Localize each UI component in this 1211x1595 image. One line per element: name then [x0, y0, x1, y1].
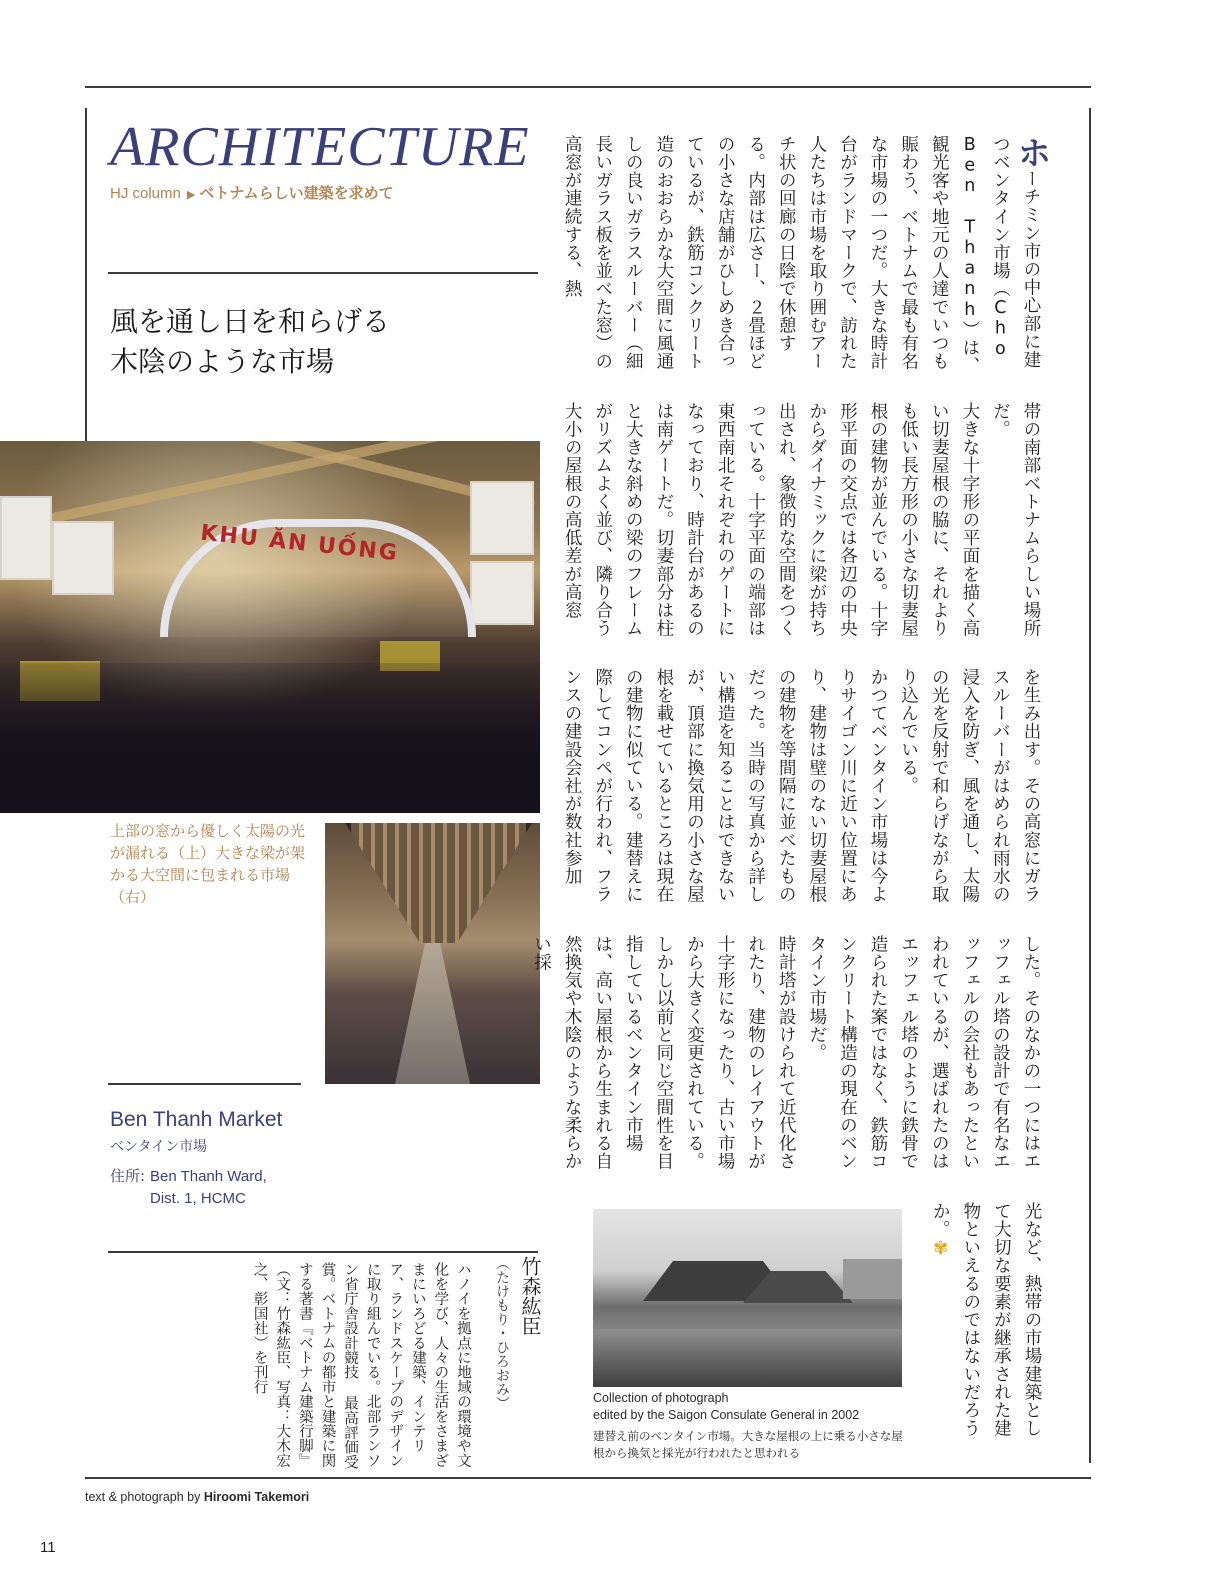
page-number: 11 — [40, 1539, 56, 1556]
archive-market-photo — [593, 1209, 902, 1387]
article-paragraph-7: 時計塔が設けられて近代化されたり、建物のレイアウトが十字形になったり、古い市場から大きく変更されている。しかし以前と同じ空間性を目指しているベンタイン市場は、高い屋根から生まれる自然換気や木陰のような柔らかい採 — [531, 935, 797, 1171]
address-line-1: Ben Thanh Ward, — [150, 1168, 267, 1185]
column-subtitle: ベトナムらしい建築を求めて — [199, 185, 394, 202]
headline: 風を通し日を和らげる 木陰のような市場 — [110, 305, 391, 378]
article-paragraph-3: 大きな十字形の平面を描く高い切妻屋根の脇に、それよりも低い長方形の小さな切妻屋根の建物が並んでいる。十字形平面の交点では各辺の中央からダイナミックに梁が持ち出され、象徴的な空間をつくっている。十字平面の端部は東西南北それぞれのゲートになっており、時計台があるのは南ゲートだ。切妻部分は柱と大きな斜めの梁のフレームがリズムよく並び、隣り合う大小の屋根の高低差が高窓 — [562, 402, 980, 638]
article-paragraph-2: 帯の南部ベトナムらしい場所だ。 — [990, 402, 1041, 638]
article-block-3 — [562, 668, 1046, 908]
headline-rule — [108, 272, 538, 274]
article-paragraph-6: した。そのなかの一つにはエッフェル塔の設計で有名なエッフェルの会社もあったといわれているが、選ばれたのはエッフェル塔のように鉄骨で造られた案ではなく、鉄筋コンクリート構造の現在のベンタイン市場だ。 — [806, 935, 1041, 1171]
photo-credit — [85, 1490, 309, 1504]
article-block-5 — [925, 1202, 1047, 1442]
market-address — [110, 1165, 267, 1210]
column-label — [110, 182, 394, 203]
left-column-rule — [85, 108, 87, 443]
article-block-2 — [562, 402, 1046, 642]
address-line-2: Dist. 1, HCMC — [150, 1190, 246, 1207]
archive-caption-ja: 建替え前のベンタイン市場。大きな屋根の上に乗る小さな屋根から換気と採光が行われたと思われる — [593, 1429, 903, 1460]
market-name: Ben Thanh Market — [110, 1108, 283, 1131]
top-rule — [85, 86, 1091, 88]
food-court-sign: KHU ĂN UỐNG — [199, 520, 400, 567]
section-title: ARCHITECTURE — [110, 116, 530, 178]
author-reading: （たけもり・ひろおみ） — [494, 1256, 510, 1410]
address-label: 住所: — [110, 1167, 146, 1185]
article-paragraph-5: かつてベンタイン市場は今よりサイゴン川に近い位置にあり、建物は壁のない切妻屋根の建物を等間隔に並べたものだった。当時の写真から詳しい構造を知ることはできないが、頂部に換気用の小さな屋根を載せているところは現在の建物に似ている。建替えに際してコンペが行われ、フランスの建設会社が数社参加 — [562, 668, 889, 904]
article-block-4 — [531, 935, 1046, 1175]
bottom-rule — [85, 1477, 1091, 1479]
right-column-rule — [1089, 108, 1091, 1463]
market-name-ja: ベンタイン市場 — [110, 1139, 208, 1155]
bio-rule — [108, 1251, 538, 1253]
drop-cap: ホ — [1011, 135, 1051, 170]
column-name: HJ column — [110, 185, 181, 202]
market-hall-photo — [325, 823, 540, 1084]
info-rule — [108, 1083, 301, 1085]
market-interior-photo — [0, 441, 540, 813]
credit-name: Hiroomi Takemori — [203, 1490, 310, 1504]
lotus-icon: ✾ — [930, 1238, 952, 1260]
author-name: 竹森紘臣 — [518, 1256, 542, 1336]
author-bio: ハノイを拠点に地域の環境や文化を学び、人々の生活をさまざまにいろどる建築、インテリア、ランドスケープのデザインに取り組んでいる。北部ランソン省庁舎設計競技 最高評価受賞。ベトナムの都市と建築に関する著書『ベトナム建築行脚』（文：竹森紘臣、写真：大木宏之、彰国社）を刊行 — [251, 1262, 471, 1470]
article-block-1 — [562, 135, 1051, 375]
article-paragraph-4: を生み出す。その高窓にガラスルーバーがはめられ雨水の浸入を防ぎ、風を通し、太陽の光を反射で和らげながら取り込んでいる。 — [898, 668, 1041, 904]
triangle-right-icon: ▶ — [186, 189, 196, 201]
article-paragraph-8: 光など、熱帯の市場建築として大切な要素が継承された建物といえるのではないだろうか。 — [930, 1202, 1042, 1438]
photo-caption: 上部の窓から優しく太陽の光が漏れる（上）大きな梁が架かる大空間に包まれる市場（右） — [110, 822, 306, 906]
archive-caption-en: Collection of photograph edited by the Saigon Consulate General in 2002 — [593, 1391, 860, 1422]
credit-prefix: text & photograph by — [85, 1490, 201, 1504]
article-paragraph-1: ーチミン市の中心部に建つベンタイン市場（Cho Ben Thanh）は、観光客や地元の人達でいつも賑わう、ベトナムで最も有名な市場の一つだ。大きな時計台がランドマークで、訪れた人たちは市場を取り囲むアーチ状の回廊の日陰で休憩する。内部は広さー、２畳ほどの小さな店舗がひしめき合っているが、鉄筋コンクリート造のおおらかな大空間に風通しの良いガラスルーバー（細長いガラス板を並べた窓）の高窓が連続する、熱 — [562, 135, 1041, 375]
